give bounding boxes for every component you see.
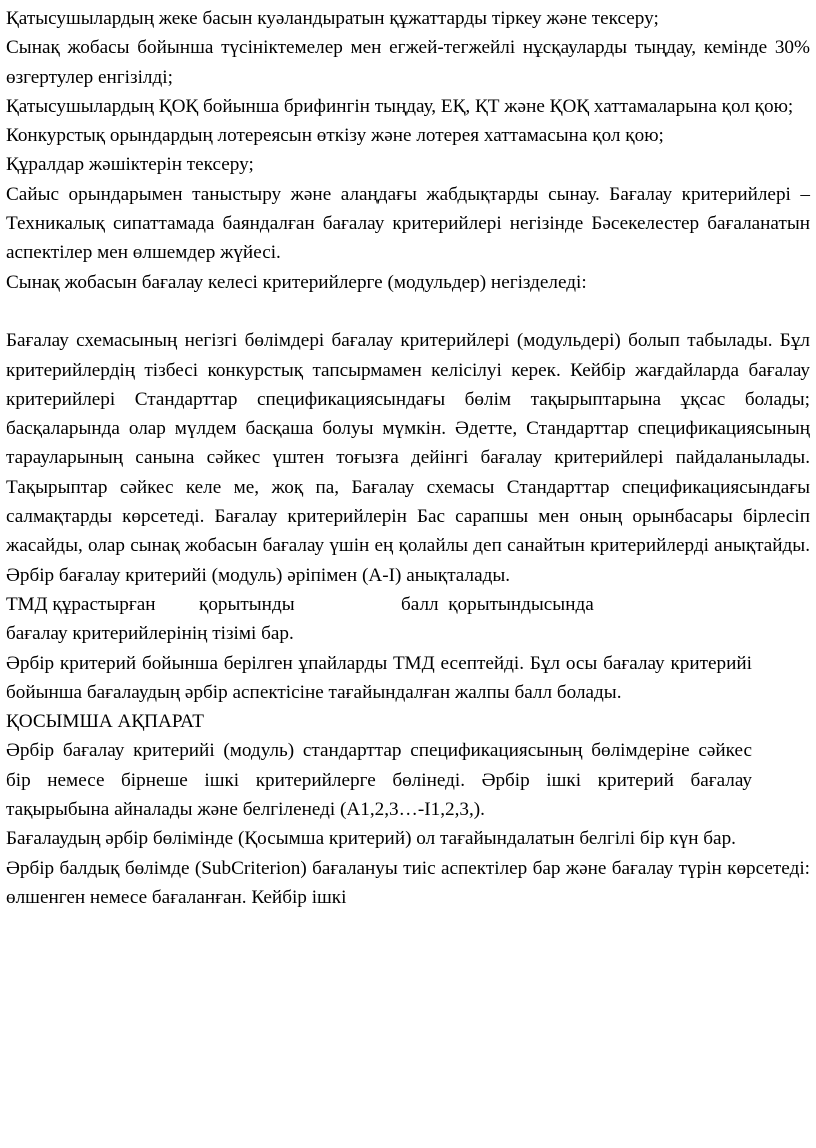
paragraph-subcriterion-day: Бағалаудың әрбір бөлімінде (Қосымша критерий) ол тағайындалатын белгілі бір күн бар.: [6, 828, 736, 850]
paragraph-toolboxes: Құралдар жәшіктерін тексеру;: [6, 154, 254, 176]
paragraph-subcriteria: Әрбір бағалау критерийі (модуль) стандарттар спецификациясының бөлімдеріне сәйкес бір немесе бірнеше ішкі критерийлерге бөлінеді. Әрбір ішкі критерий бағалау тақырыбына айналады және белгіленеді (A1,2,3…-I1,2,3,).: [6, 740, 752, 821]
tmd-col-3: балл қорытындысында: [401, 593, 594, 615]
paragraph-registration: Қатысушылардың жеке басын куәландыратын құжаттарды тіркеу және тексеру;: [6, 8, 659, 29]
paragraph-lottery: Конкурстық орындардың лотереясын өткізу және лотерея хаттамасына қол қою;: [6, 125, 664, 147]
paragraph-scoring-section: Әрбір балдық бөлімде (SubCriterion) бағалануы тиіс аспектілер бар және бағалау түрін көрсетеді: өлшенген немесе бағаланған. Кейбір ішкі: [6, 857, 810, 908]
paragraph-criteria-intro: Сынақ жобасын бағалау келесі критерийлерге (модульдер) негізделеді:: [6, 271, 587, 293]
section-heading: ҚОСЫМША АҚПАРАТ: [6, 711, 204, 733]
paragraph-tmd-points: Әрбір критерий бойынша берілген ұпайларды ТМД есептейді. Бұл осы бағалау критерийі бойынша бағалаудың әрбір аспектісіне тағайындалған жалпы балл болады.: [6, 652, 752, 703]
paragraph-criteria-sections: Бағалау схемасының негізгі бөлімдері бағалау критерийлері (модульдері) болып табылады. Бұл критерийлердің тізбесі конкурстық тапсырмамен келісілуі керек. Кейбір жағдайларда бағалау критерийлері Стандарттар спецификациясындағы бөлім тақырыптарына ұқсас болады; басқаларында олар мүлдем басқаша болуы мүмкін. Әдетте, Стандарттар спецификациясының тарауларының санына сәйкес үштен тоғызға дейінгі бағалау критерийлері пайдаланылады. Тақырыптар сәйкес келе ме, жоқ па, Бағалау схемасы Стандарттар спецификациясындағы салмақтарды көрсетеді. Бағалау критерийлерін Бас сарапшы мен оның орынбасары бірлесіп жасайды, олар сынақ жобасын бағалау үшін ең қолайлы деп санайтын критерийлерді анықтайды. Әрбір бағалау критерийі (модуль) әріпімен (A-I) анықталады.: [6, 330, 810, 586]
paragraph-tmd-summary: [6, 590, 810, 649]
paragraph-briefing: Қатысушылардың ҚОҚ бойынша брифингін тыңдау, ЕҚ, ҚТ және ҚОҚ хаттамаларына қол қою;: [6, 95, 794, 117]
blank-line: [6, 297, 810, 326]
tmd-col-2: қорытынды: [199, 593, 295, 615]
tmd-col-1: ТМД құрастырған: [6, 593, 156, 615]
tmd-continuation: бағалау критерийлерінің тізімі бар.: [6, 623, 294, 645]
paragraph-criteria-definition: Сайыс орындарымен таныстыру және алаңдағы жабдықтарды сынау. Бағалау критерийлері – Техникалық сипаттамада баяндалған бағалау критерийлері негізінде Бәсекелестер бағаланатын аспектілер мен өлшемдер жүйесі.: [6, 183, 810, 264]
paragraph-instructions: Сынақ жобасы бойынша түсініктемелер мен егжей-тегжейлі нұсқауларды тыңдау, кемінде 30% өзгертулер енгізілді;: [6, 37, 810, 88]
